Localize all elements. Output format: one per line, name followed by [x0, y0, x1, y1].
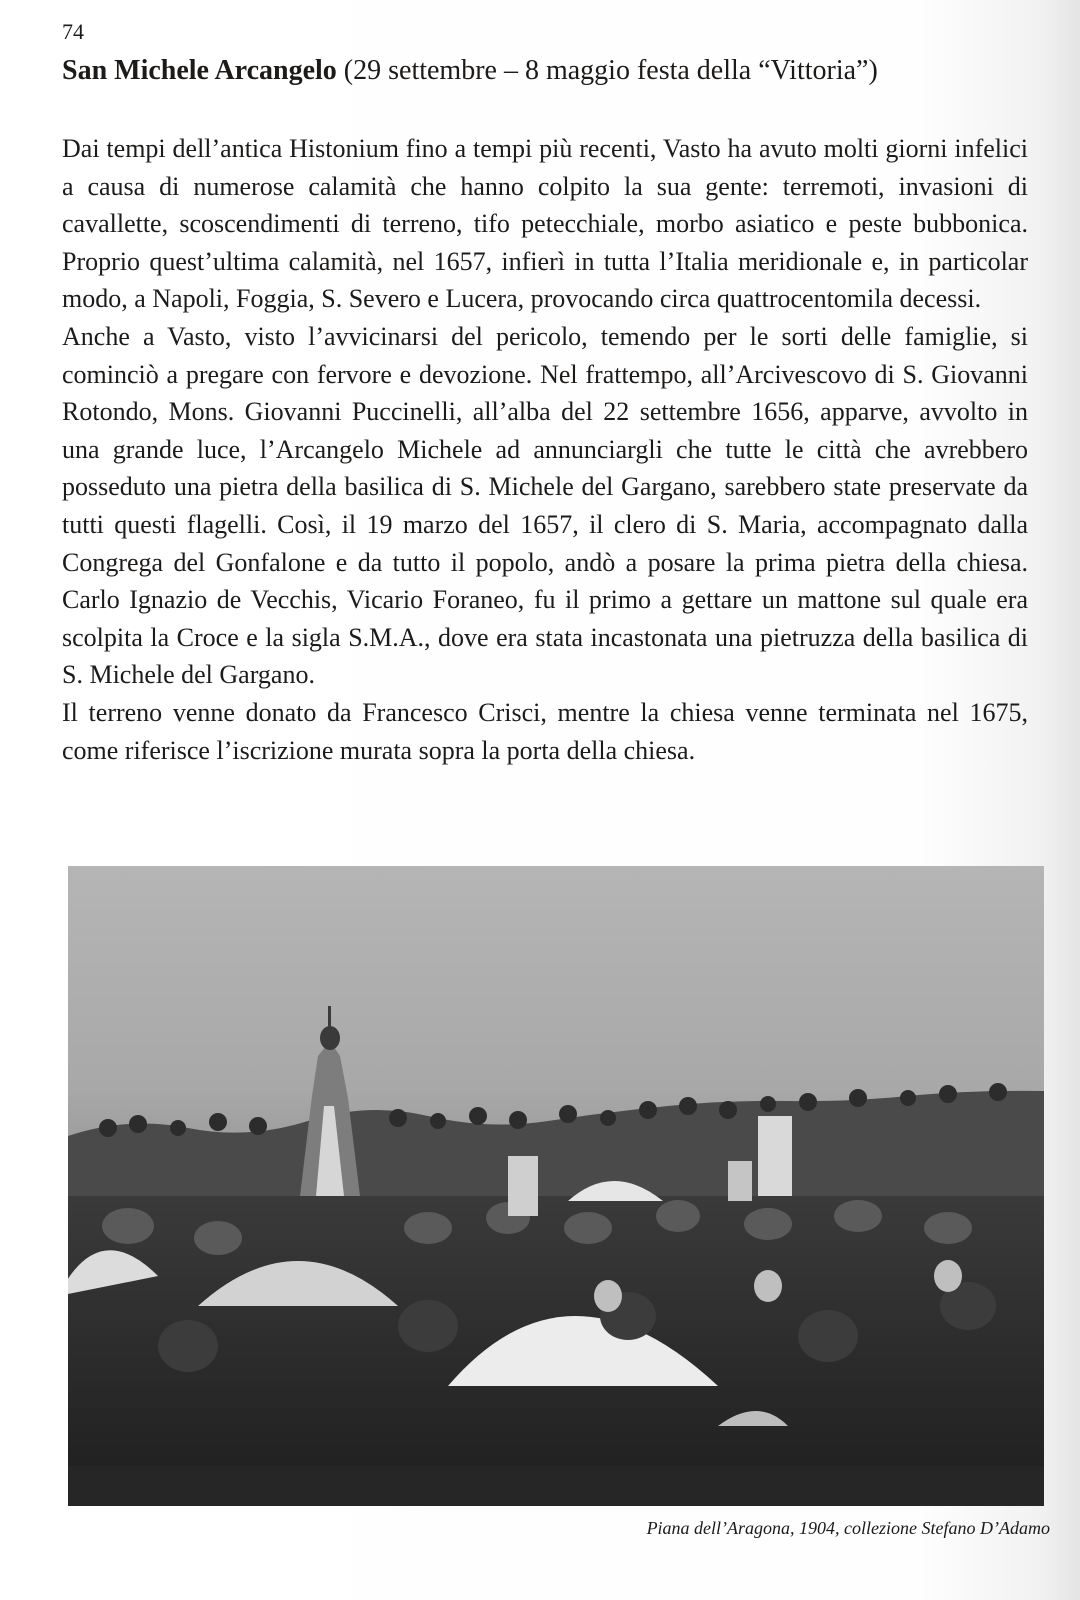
paragraph-1: Dai tempi dell’antica Histonium fino a tempi più recenti, Vasto ha avuto molti giorni infelici a causa di numerose calamità che hanno colpito la sua gente: terremoti, invasioni di cavallette, scoscendimenti di terreno, tifo petecchiale, morbo asiatico e peste bubbonica. Proprio quest’ultima calamità, nel 1657, infierì in tutta l’Italia meridionale e, in particolar modo, a Napoli, Foggia, S. Severo e Lucera, provocando circa quattrocentomila decessi.	[62, 134, 1028, 314]
section-heading	[62, 52, 1042, 90]
page-number: 74	[62, 19, 84, 44]
procession-photo	[68, 866, 1044, 1506]
section-title: San Michele Arcangelo	[62, 55, 337, 86]
section-subtitle: (29 settembre – 8 maggio festa della “Vittoria”)	[343, 55, 878, 86]
paragraph-3: Il terreno venne donato da Francesco Crisci, mentre la chiesa venne terminata nel 1675, come riferisce l’iscrizione murata sopra la porta della chiesa.	[62, 697, 1028, 765]
body-text	[62, 130, 1028, 769]
procession-photo-image	[68, 866, 1044, 1506]
photo-caption: Piana dell’Aragona, 1904, collezione Stefano D’Adamo	[646, 1518, 1050, 1538]
paragraph-2: Anche a Vasto, visto l’avvicinarsi del pericolo, temendo per le sorti delle famiglie, si cominciò a pregare con fervore e devozione. Nel frattempo, all’Arcivescovo di S. Giovanni Rotondo, Mons. Giovanni Puccinelli, all’alba del 22 settembre 1656, apparve, avvolto in una grande luce, l’Arcangelo Michele ad annunciargli che tutte le città che avrebbero posseduto una pietra della basilica di S. Michele del Gargano, sarebbero state preservate da tutti questi flagelli. Così, il 19 marzo del 1657, il clero di S. Maria, accompagnato dalla Congrega del Gonfalone e da tutto il popolo, andò a posare la prima pietra della chiesa. Carlo Ignazio de Vecchis, Vicario Foraneo, fu il primo a gettare un mattone sul quale era scolpita la Croce e la sigla S.M.A., dove era stata incastonata una pietruzza della basilica di S. Michele del Gargano.	[62, 321, 1028, 690]
